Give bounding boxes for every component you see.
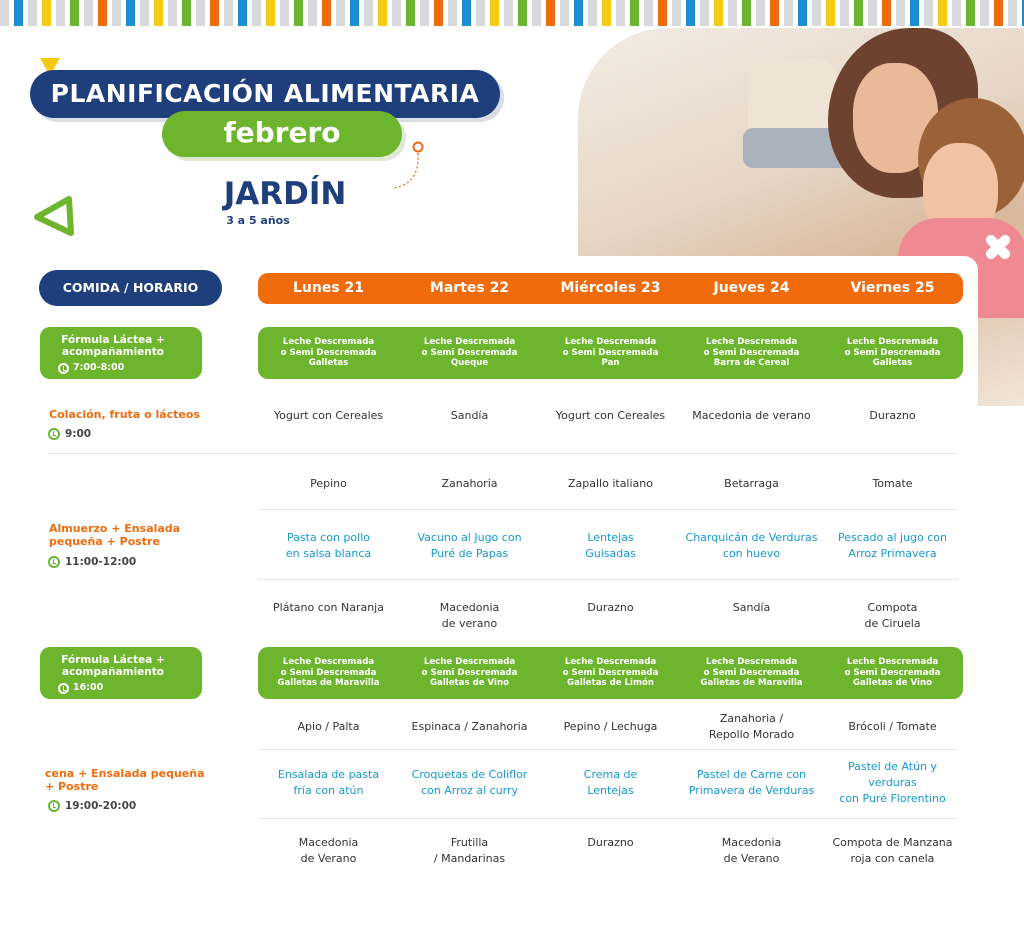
menu-cell: Zanahoria	[441, 477, 498, 490]
stripe	[812, 0, 821, 26]
stripe	[518, 0, 527, 26]
formula-afternoon-row	[258, 647, 963, 699]
stripe	[588, 0, 597, 26]
almuerzo-fondo-row	[258, 530, 963, 562]
stripe	[840, 0, 849, 26]
menu-cell: Durazno	[587, 601, 634, 614]
divider	[258, 579, 958, 580]
divider	[48, 453, 958, 454]
menu-cell: Betarraga	[724, 477, 779, 490]
stripe	[378, 0, 387, 26]
menu-cell: Durazno	[869, 409, 916, 422]
stripe	[140, 0, 149, 26]
level-title: JARDÍN	[223, 176, 347, 212]
stripe	[728, 0, 737, 26]
menu-cell: Macedonia de verano	[692, 409, 811, 422]
stripe	[364, 0, 373, 26]
stripe	[168, 0, 177, 26]
menu-cell: Pescado al jugo con Arroz Primavera	[837, 531, 948, 560]
menu-cell: Leche Descremada o Semi Descremada Galletas	[844, 337, 941, 369]
menu-cell: Leche Descremada o Semi Descremada Queque	[421, 337, 518, 369]
day-label: Jueves 24	[713, 280, 790, 296]
meal-name: Fórmula Láctea + acompañamiento	[61, 654, 165, 678]
divider	[258, 509, 958, 510]
stripe	[616, 0, 625, 26]
meal-time: 7:00-8:00	[73, 362, 125, 373]
meal-name: Fórmula Láctea + acompañamiento	[61, 334, 165, 358]
stripe	[532, 0, 541, 26]
stripe	[672, 0, 681, 26]
stripe	[756, 0, 765, 26]
almuerzo-postre-row	[258, 600, 963, 632]
menu-cell: Macedonia de Verano	[721, 836, 782, 865]
stripe	[154, 0, 163, 26]
menu-cell: Pepino / Lechuga	[563, 720, 658, 733]
stripe	[602, 0, 611, 26]
stripe	[406, 0, 415, 26]
almuerzo-ensalada-row	[258, 475, 963, 493]
menu-cell: Pepino	[310, 477, 347, 490]
stripe	[98, 0, 107, 26]
meal-time: 9:00	[65, 428, 92, 440]
menu-cell: Yogurt con Cereales	[555, 409, 666, 422]
stripe	[448, 0, 457, 26]
colacion-time	[48, 428, 91, 440]
stripe	[980, 0, 989, 26]
stripe	[350, 0, 359, 26]
stripe	[546, 0, 555, 26]
formula-afternoon-label	[40, 647, 202, 699]
meal-time: 19:00-20:00	[65, 800, 137, 812]
menu-cell: Compota de Ciruela	[864, 601, 921, 630]
stripe	[658, 0, 667, 26]
menu-cell: Lentejas Guisadas	[585, 531, 636, 560]
cena-label: cena + Ensalada pequeña + Postre	[45, 767, 205, 793]
menu-cell: Sandía	[732, 601, 771, 614]
stripe	[14, 0, 23, 26]
menu-cell: Croquetas de Coliflor con Arroz al curry	[411, 768, 528, 797]
stripe	[336, 0, 345, 26]
stripe	[126, 0, 135, 26]
days-header	[258, 273, 963, 304]
stripe	[28, 0, 37, 26]
day-label: Miércoles 23	[560, 280, 661, 296]
stripe	[420, 0, 429, 26]
stripe	[238, 0, 247, 26]
stripe	[196, 0, 205, 26]
stripe	[56, 0, 65, 26]
triangle-outline-decoration	[31, 193, 75, 239]
meal-time: 16:00	[73, 682, 104, 693]
stripe	[896, 0, 905, 26]
stripe	[700, 0, 709, 26]
menu-cell: Zanahoria / Repollo Morado	[708, 712, 795, 741]
colacion-row	[258, 407, 963, 425]
stripe	[224, 0, 233, 26]
stripe	[966, 0, 975, 26]
menu-cell: Durazno	[587, 836, 634, 849]
decorative-stripes	[0, 0, 1024, 26]
colacion-label: Colación, fruta o lácteos	[49, 408, 200, 421]
menu-cell: Yogurt con Cereales	[273, 409, 384, 422]
stripe	[490, 0, 499, 26]
menu-cell: Compota de Manzana roja con canela	[832, 836, 953, 865]
menu-cell: Apio / Palta	[297, 720, 360, 733]
day-label: Martes 22	[429, 280, 510, 296]
stripe	[854, 0, 863, 26]
menu-cell: Leche Descremada o Semi Descremada Galletas	[280, 337, 377, 369]
stripe	[322, 0, 331, 26]
stripe	[70, 0, 79, 26]
menu-cell: Sandía	[450, 409, 489, 422]
cena-postre-row	[258, 835, 963, 867]
clock-icon	[58, 363, 69, 374]
stripe	[112, 0, 121, 26]
cena-fondo-row	[258, 760, 963, 805]
stripe	[826, 0, 835, 26]
stripe	[252, 0, 261, 26]
clock-icon	[58, 683, 69, 694]
divider	[258, 749, 958, 750]
day-label: Viernes 25	[850, 280, 935, 296]
stripe	[266, 0, 275, 26]
stripe	[784, 0, 793, 26]
stripe	[392, 0, 401, 26]
stripe	[952, 0, 961, 26]
menu-cell: Espinaca / Zanahoria	[411, 720, 528, 733]
clock-icon	[48, 556, 60, 568]
menu-cell: Charquicán de Verduras con huevo	[685, 531, 818, 560]
stripe	[742, 0, 751, 26]
cena-ensalada-row	[258, 711, 963, 743]
menu-cell: Zapallo italiano	[567, 477, 653, 490]
stripe	[1008, 0, 1017, 26]
menu-cell: Crema de Lentejas	[583, 768, 638, 797]
menu-cell: Macedonia de verano	[439, 601, 500, 630]
stripe	[770, 0, 779, 26]
stripe	[560, 0, 569, 26]
stripe	[42, 0, 51, 26]
menu-cell: Leche Descremada o Semi Descremada Galletas de Vino	[421, 657, 518, 689]
stripe	[924, 0, 933, 26]
menu-cell: Pastel de Carne con Primavera de Verduras	[688, 768, 815, 797]
menu-cell: Leche Descremada o Semi Descremada Galletas de Maravilla	[277, 657, 380, 689]
formula-morning-label	[40, 327, 202, 379]
menu-cell: Leche Descremada o Semi Descremada Galletas de Limón	[562, 657, 659, 689]
stripe	[210, 0, 219, 26]
menu-cell: Tomate	[872, 477, 913, 490]
menu-cell: Macedonia de Verano	[298, 836, 359, 865]
stripe	[84, 0, 93, 26]
month-badge: febrero	[162, 111, 402, 157]
stripe	[910, 0, 919, 26]
almuerzo-label: Almuerzo + Ensalada pequeña + Postre	[49, 522, 181, 548]
menu-cell: Pasta con pollo en salsa blanca	[285, 531, 372, 560]
stripe	[504, 0, 513, 26]
stripe	[574, 0, 583, 26]
menu-cell: Leche Descremada o Semi Descremada Galletas de Maravilla	[700, 657, 803, 689]
stripe	[644, 0, 653, 26]
stripe	[868, 0, 877, 26]
menu-cell: Leche Descremada o Semi Descremada Galletas de Vino	[844, 657, 941, 689]
stripe	[182, 0, 191, 26]
stripe	[476, 0, 485, 26]
menu-cell: Vacuno al Jugo con Puré de Papas	[417, 531, 522, 560]
almuerzo-time	[48, 556, 136, 568]
stripe	[686, 0, 695, 26]
menu-cell: Frutilla / Mandarinas	[433, 836, 506, 865]
menu-cell: Plátano con Naranja	[273, 601, 384, 614]
stripe	[714, 0, 723, 26]
stripe	[938, 0, 947, 26]
menu-cell: Brócoli / Tomate	[848, 720, 937, 733]
clock-icon	[48, 428, 60, 440]
stripe	[434, 0, 443, 26]
page-title: PLANIFICACIÓN ALIMENTARIA	[30, 70, 500, 118]
stripe	[308, 0, 317, 26]
menu-cell: Leche Descremada o Semi Descremada Barra de Cereal	[703, 337, 800, 369]
menu-cell: Ensalada de pasta fría con atún	[277, 768, 380, 797]
stripe	[882, 0, 891, 26]
clock-icon	[48, 800, 60, 812]
formula-morning-row	[258, 327, 963, 379]
stripe	[798, 0, 807, 26]
schedule-header: COMIDA / HORARIO	[39, 270, 222, 306]
divider	[258, 818, 958, 819]
stripe	[294, 0, 303, 26]
day-label: Lunes 21	[292, 280, 365, 296]
meal-time: 11:00-12:00	[65, 556, 137, 568]
stripe	[630, 0, 639, 26]
stripe	[0, 0, 9, 26]
stripe	[462, 0, 471, 26]
stripe	[280, 0, 289, 26]
cena-time	[48, 800, 136, 812]
close-x-decoration	[983, 232, 1013, 262]
menu-cell: Pastel de Atún y verduras con Puré Florentino	[839, 760, 946, 805]
stripe	[994, 0, 1003, 26]
age-range: 3 a 5 años	[226, 214, 290, 227]
menu-cell: Leche Descremada o Semi Descremada Pan	[562, 337, 659, 369]
